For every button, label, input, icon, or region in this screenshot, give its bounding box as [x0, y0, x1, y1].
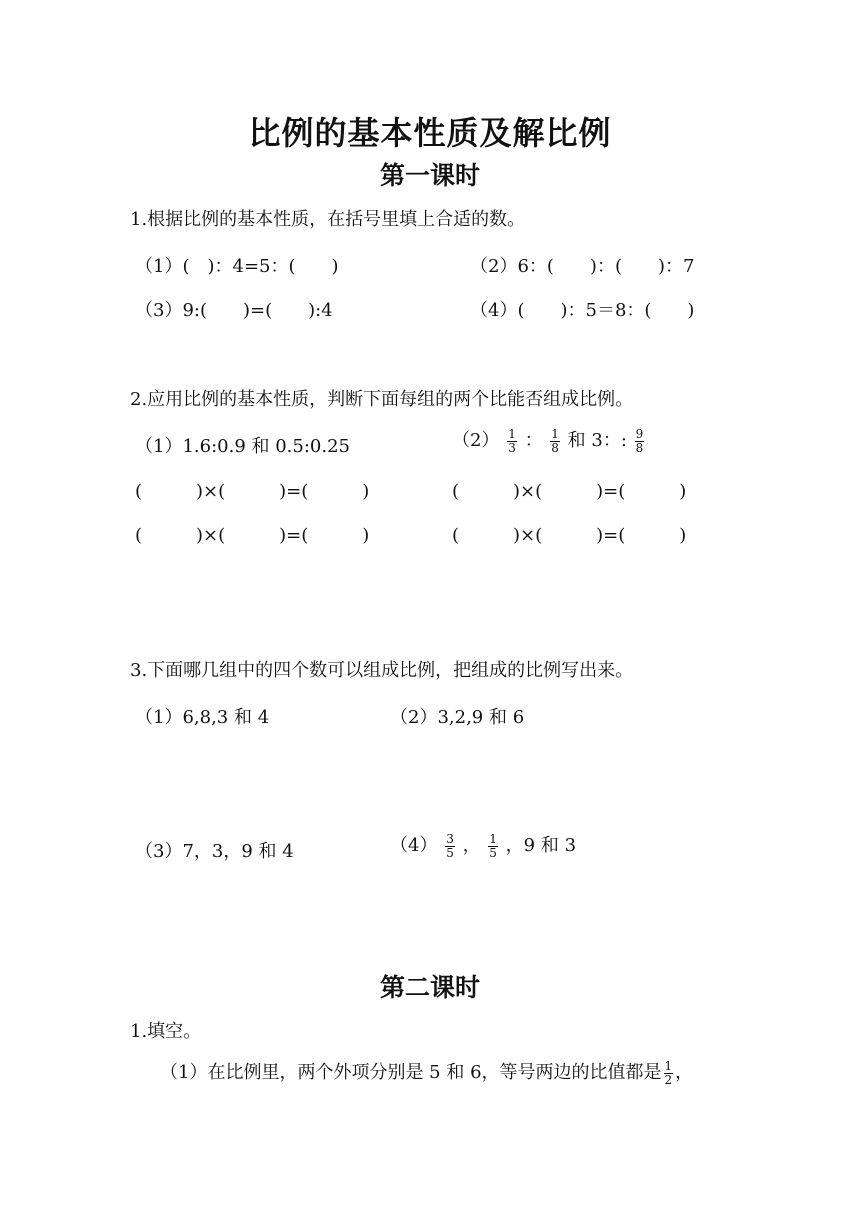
- lesson1-q1-item1: （1）( )：4=5：( ): [135, 256, 339, 277]
- fraction-numerator: 1: [508, 426, 516, 441]
- fraction-numerator: 1: [489, 831, 497, 846]
- fraction-one-eighth: [550, 428, 560, 455]
- lesson1-q3-item1: （1）6,8,3 和 4: [135, 707, 270, 728]
- q3-item4-rest: ，9 和 3: [505, 835, 577, 856]
- lesson1-q3-item4: [390, 831, 576, 860]
- fraction-one-third: [507, 428, 517, 455]
- fraction-denominator: 3: [508, 440, 516, 455]
- lesson1-heading: 第一课时: [379, 161, 480, 190]
- fraction-numerator: 3: [446, 831, 454, 846]
- fraction-denominator: 5: [446, 845, 454, 860]
- fraction-denominator: 8: [551, 440, 559, 455]
- lesson1-q1-item2: （2）6：( )：( )：7: [470, 256, 695, 277]
- lesson2-q1-item1-tail: ，: [675, 1062, 694, 1083]
- ratio-separator: ：: [524, 430, 543, 451]
- lesson1-q3-prompt: 3.下面哪几组中的四个数可以组成比例，把组成的比例写出来。: [130, 660, 634, 681]
- lesson1-q2-blank-line: ( )×( )=( ): [135, 481, 370, 502]
- lesson1-q2-blank-line: ( )×( )=( ): [135, 525, 370, 546]
- lesson1-q2-item1: （1）1.6:0.9 和 0.5:0.25: [135, 436, 350, 457]
- lesson1-q1-item3: （3）9:( )=( ):4: [135, 300, 333, 321]
- page-title: 比例的基本性质及解比例: [248, 114, 612, 152]
- fraction-nine-eighths: [635, 428, 645, 455]
- q2-item2-middle-text: 和 3：:: [567, 430, 627, 451]
- lesson1-q3-item3: （3）7，3，9 和 4: [135, 841, 294, 862]
- fraction-denominator: 8: [635, 440, 644, 455]
- list-separator: ，: [462, 835, 481, 856]
- fraction-one-fifth: [488, 833, 498, 860]
- lesson2-q1-prompt: 1.填空。: [130, 1021, 202, 1042]
- fraction-three-fifths: [445, 833, 455, 860]
- fraction-denominator: 5: [489, 845, 497, 860]
- lesson1-q2-item2: [452, 426, 646, 455]
- lesson2-q1-item1: [160, 1058, 693, 1087]
- fraction-numerator: 1: [551, 426, 559, 441]
- lesson1-q2-item2-label: （2）: [452, 430, 500, 451]
- fraction-denominator: 2: [664, 1072, 673, 1087]
- lesson2-q1-item1-text: （1）在比例里，两个外项分别是 5 和 6，等号两边的比值都是: [160, 1062, 662, 1083]
- fraction-one-half: [664, 1060, 674, 1087]
- lesson1-q2-blank-line: ( )×( )=( ): [452, 481, 687, 502]
- fraction-numerator: 9: [635, 426, 644, 441]
- lesson1-q1-prompt: 1.根据比例的基本性质，在括号里填上合适的数。: [130, 209, 526, 230]
- fraction-numerator: 1: [664, 1058, 673, 1073]
- lesson1-q3-item4-label: （4）: [390, 835, 438, 856]
- lesson1-q2-blank-line: ( )×( )=( ): [452, 525, 687, 546]
- lesson1-q2-prompt: 2.应用比例的基本性质，判断下面每组的两个比能否组成比例。: [130, 389, 634, 410]
- lesson1-q3-item2: （2）3,2,9 和 6: [390, 707, 525, 728]
- lesson1-q1-item4: （4）( )：5＝8：( ): [470, 300, 695, 321]
- lesson2-heading: 第二课时: [379, 973, 480, 1002]
